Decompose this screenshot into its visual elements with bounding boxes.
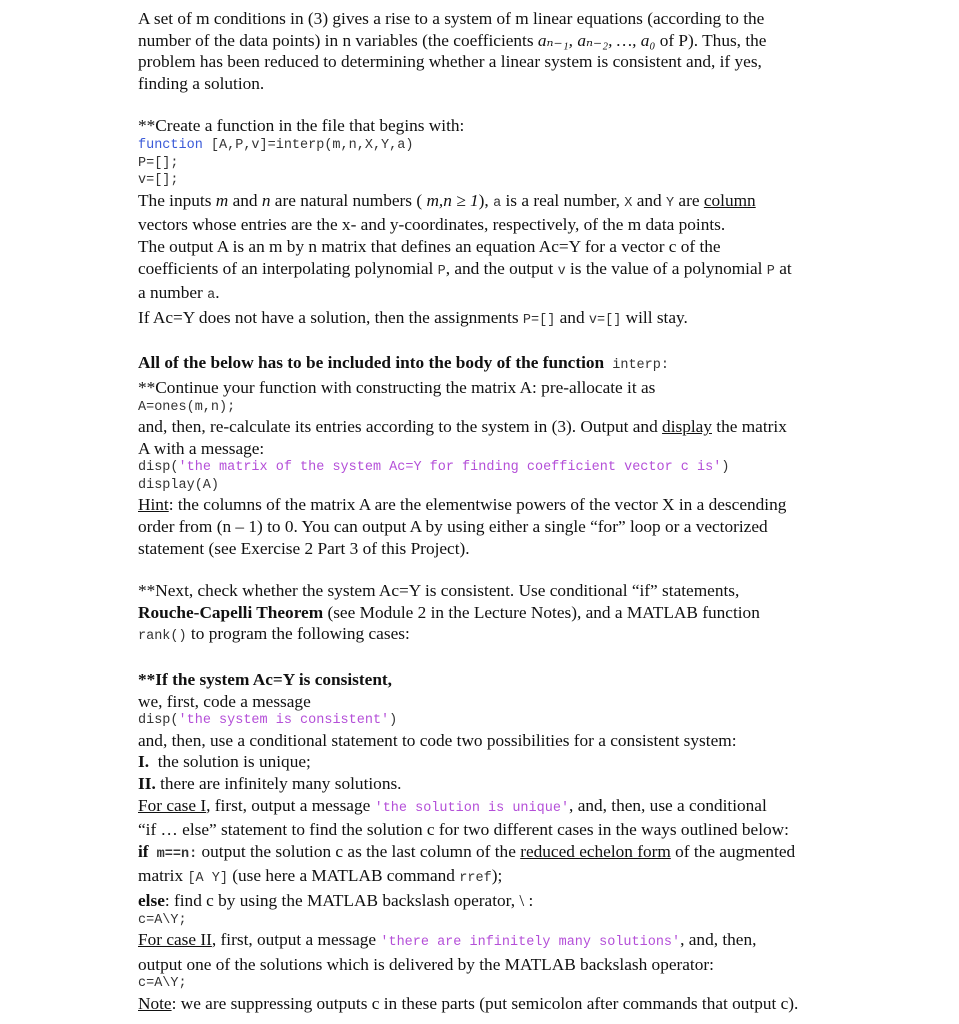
hint-line1 (138, 494, 873, 516)
recalc-line2: A with a message: (138, 438, 265, 458)
inputs-l1f: m,n ≥ 1 (426, 190, 479, 210)
case-i-heading-text: For case I (138, 795, 207, 815)
note-label: Note (138, 993, 172, 1013)
para1-line3: problem has been reduced to determining whether a linear system is consistent and, if yes, (138, 52, 762, 72)
consistent-line1: we, first, code a message (138, 691, 311, 711)
code-disp-open-2: disp( (138, 713, 179, 729)
inputs-l4d: v (557, 263, 566, 279)
case-ii-a: , first, output a message (211, 930, 381, 950)
inputs-l1h: a (493, 195, 502, 211)
if-2c: ); (491, 866, 503, 886)
inputs-l4e: is the value of a polynomial (565, 258, 767, 278)
para1-line2-a: number of the data points) in n variables (the coefficients (138, 30, 538, 50)
case-ii-line2: output one of the solutions which is delivered by the MATLAB backslash operator: (138, 954, 714, 974)
inputs-l5a: a number (138, 283, 208, 303)
code-backslash-2: c=A\Y; (138, 976, 187, 992)
continue-line: **Continue your function with constructing the matrix A: pre-allocate it as (138, 377, 656, 397)
para1-line4: finding a solution. (138, 73, 265, 93)
code-rref: rref (459, 871, 492, 887)
consistent-heading-text: **If the system Ac=Y is consistent, (138, 670, 393, 690)
theorem-name: Rouche-Capelli Theorem (138, 602, 324, 622)
inputs-l1i: is a real number, (501, 190, 625, 210)
case-i-line1 (138, 795, 873, 820)
next-line1: **Next, check whether the system Ac=Y is consistent. Use conditional “if” statements, (138, 581, 740, 601)
next-l2b: (see Module 2 in the Lecture Notes), and a MATLAB function (323, 602, 760, 622)
inputs-l1c: and (228, 190, 262, 210)
para1-line1: A set of m conditions in (3) gives a rise to a system of m linear equations (according to the (138, 9, 765, 28)
note-line (138, 993, 873, 1015)
inputs-l6e: will stay. (621, 307, 688, 327)
code-disp-string: 'the matrix of the system Ac=Y for finding coefficient vector c is' (178, 460, 722, 476)
case-ii-text: there are infinitely many solutions. (155, 774, 402, 793)
next-line3 (138, 623, 873, 648)
inputs-line1 (138, 190, 873, 215)
inputs-line2: vectors whose entries are the x- and y-coordinates, respectively, of the m data points. (138, 215, 726, 235)
case-i-b: , and, then, use a conditional (569, 795, 767, 815)
reduced-echelon-form-link: reduced echelon form (520, 841, 671, 861)
inputs-l6b: P=[] (522, 312, 556, 328)
if-code: m==n: (148, 846, 198, 862)
coefficients-expression: aₙ₋₁, aₙ₋₂, …, a₀ (537, 30, 656, 50)
next-l3b: to program the following cases: (186, 624, 410, 644)
code-display-a: display(A) (138, 477, 220, 493)
code-backslash-1: c=A\Y; (138, 912, 187, 928)
if-label: if (138, 841, 149, 861)
case-i-item (138, 751, 873, 773)
inputs-line5 (138, 282, 873, 307)
inputs-line3: The output A is an m by n matrix that defines an equation Ac=Y for a vector c of the (138, 236, 721, 256)
case-ii-item (138, 773, 873, 795)
recalc-line1 (138, 416, 873, 438)
inputs-l1g: ), (478, 190, 494, 210)
inputs-line4 (138, 258, 873, 283)
case-i-heading (138, 796, 206, 815)
code-augmented: [A Y] (187, 871, 228, 887)
consistent-line2: and, then, use a conditional statement to code two possibilities for a consistent system: (138, 730, 737, 750)
inputs-l1m: are (674, 190, 704, 210)
inputs-l5b: a (207, 288, 216, 304)
inputs-l5c: . (215, 283, 220, 303)
hint-line2: order from (n – 1) to 0. You can output A by using either a single “for” loop or a vectorized (138, 517, 768, 537)
inputs-l1n: column (703, 190, 756, 210)
inputs-l1j: X (624, 195, 633, 211)
case-i-a: , first, output a message (206, 795, 375, 815)
if-text-b: of the augmented (670, 841, 796, 861)
code-disp-matrix (138, 459, 873, 477)
code-ones: A=ones(m,n); (138, 399, 236, 415)
inputs-l4c: , and the output (445, 258, 558, 278)
recalc-c: the matrix (711, 417, 787, 437)
case-i-string: 'the solution is unique' (374, 800, 570, 816)
para1-line2-b: of P). Thus, the (655, 30, 767, 50)
code-disp-string-2: 'the system is consistent' (178, 713, 390, 729)
code-disp-open: disp( (138, 460, 179, 476)
if-text-a: output the solution c as the last column of the (197, 841, 521, 861)
else-line (138, 890, 873, 912)
case-ii-heading: For case II (138, 930, 212, 950)
inputs-l1a: The inputs (138, 190, 216, 210)
if-2a: matrix (138, 866, 188, 886)
case-ii-b: , and, then, (680, 930, 757, 950)
create-heading: **Create a function in the file that begins with: (138, 116, 465, 136)
body-heading (138, 352, 873, 377)
hint-text1: : the columns of the matrix A are the elementwise powers of the vector X in a descending (168, 495, 787, 515)
inputs-l4b: P (437, 263, 446, 279)
note-text: : we are suppressing outputs c in these parts (put semicolon after commands that output c). (171, 993, 799, 1013)
inputs-l1d: n (261, 190, 271, 210)
code-p-init: P=[]; (138, 155, 179, 171)
inputs-l1k: and (632, 190, 666, 210)
else-text: : find c by using the MATLAB backslash operator, \ : (164, 890, 534, 910)
case-i-text: the solution is unique; (149, 752, 311, 772)
code-v-init: v=[]; (138, 173, 179, 189)
if-line2 (138, 865, 873, 890)
inputs-l4g: at (774, 258, 792, 278)
body-heading-code: interp: (604, 358, 669, 374)
code-disp-close: ) (721, 460, 730, 476)
case-i-line2: “if … else” statement to find the solution c for two different cases in the ways outlined below: (138, 820, 789, 840)
inputs-l4f: P (766, 263, 775, 279)
if-line1 (138, 841, 873, 866)
case-ii-line1 (138, 929, 873, 954)
else-label: else (138, 890, 165, 910)
inputs-l6c: and (555, 307, 589, 327)
inputs-l6a: If Ac=Y does not have a solution, then the assignments (138, 307, 523, 327)
case-ii-string: 'there are infinitely many solutions' (380, 935, 681, 951)
document-page (138, 8, 873, 1015)
recalc-display: display (662, 417, 712, 437)
inputs-l1b: m (215, 190, 229, 210)
code-disp-consistent (138, 712, 873, 730)
code-function-line (138, 137, 873, 155)
hint-label: Hint (138, 495, 169, 515)
recalc-a: and, then, re-calculate its entries according to the system in (3). Output and (138, 417, 663, 437)
hint-line3: statement (see Exercise 2 Part 3 of this Project). (138, 538, 470, 558)
body-heading-bold: All of the below has to be included into the body of the function (138, 353, 605, 373)
inputs-l1e: are natural numbers ( (270, 190, 427, 210)
consistent-heading (138, 669, 873, 691)
code-disp-close-2: ) (389, 713, 398, 729)
next-line2 (138, 602, 873, 624)
code-keyword-function: function (138, 137, 203, 153)
case-ii-label: II. (138, 774, 156, 793)
if-2b: (use here a MATLAB command (227, 866, 460, 886)
inputs-l6d: v=[] (588, 312, 622, 328)
inputs-line6 (138, 307, 873, 332)
case-i-label: I. (138, 752, 150, 772)
code-signature: [A,P,v]=interp(m,n,X,Y,a) (202, 137, 414, 153)
inputs-l1l: Y (666, 195, 675, 211)
code-rank: rank() (138, 629, 187, 645)
para1-line2 (138, 30, 873, 52)
inputs-l4a: coefficients of an interpolating polynomial (138, 258, 438, 278)
